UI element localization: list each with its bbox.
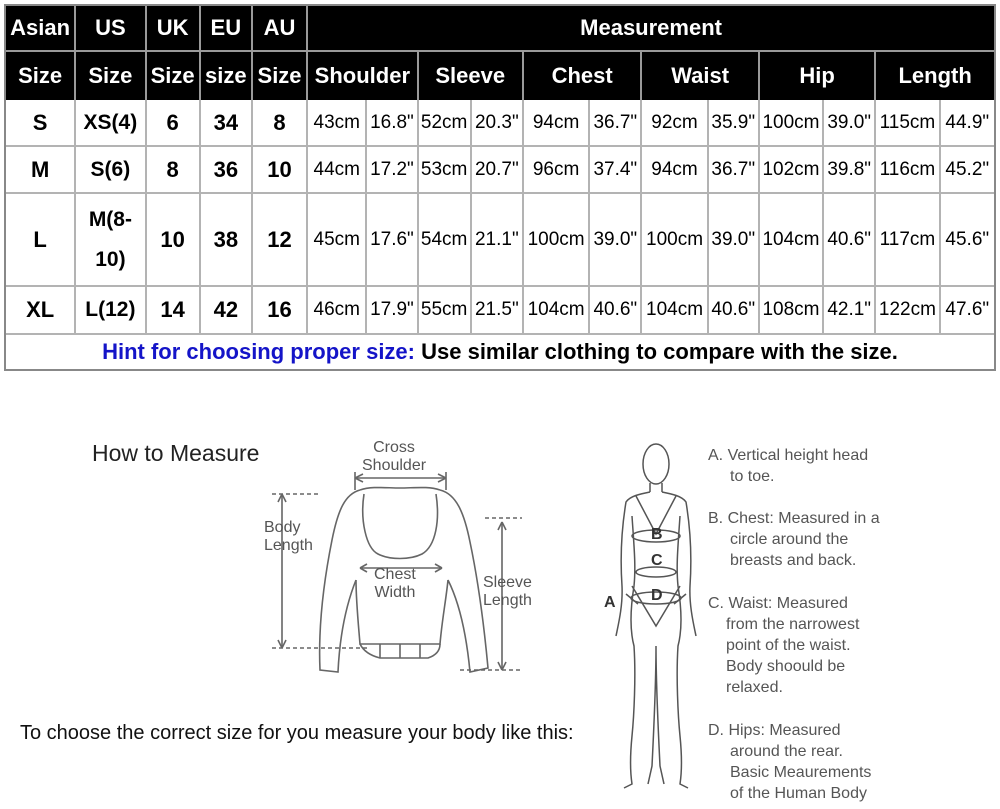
cell-uk-size: 10 (147, 194, 201, 287)
legend-b-line1: B. Chest: Measured in a (708, 510, 880, 527)
size-row (6, 100, 994, 147)
header-eu: EU (201, 6, 253, 52)
body-letter-b: B (651, 526, 663, 543)
cell-us-size: M(8-10) (76, 194, 146, 287)
header-eu-size: size (201, 52, 253, 100)
cell-measurement: 40.6" (824, 194, 876, 287)
body-letter-d: D (651, 587, 663, 604)
cell-measurement: 92cm (642, 100, 708, 147)
cell-measurement: 36.7" (590, 100, 642, 147)
cell-eu-size: 42 (201, 287, 253, 335)
cell-au-size: 10 (253, 147, 308, 194)
hint-row (6, 335, 994, 369)
legend-b-line2: circle around the (730, 531, 849, 548)
cell-measurement: 104cm (524, 287, 590, 335)
cell-measurement: 42.1" (824, 287, 876, 335)
cell-uk-size: 8 (147, 147, 201, 194)
cell-measurement: 122cm (876, 287, 940, 335)
cell-measurement: 116cm (876, 147, 940, 194)
hint-cell (6, 335, 994, 369)
header-length: Length (876, 52, 994, 100)
how-to-measure-title: How to Measure (92, 440, 260, 466)
size-row (6, 287, 994, 335)
cell-measurement: 47.6" (941, 287, 994, 335)
cell-measurement: 100cm (642, 194, 708, 287)
header-us-size: Size (76, 52, 146, 100)
cell-us-size: XS(4) (76, 100, 146, 147)
header-shoulder: Shoulder (308, 52, 418, 100)
size-chart-table (4, 4, 996, 371)
body-label-line1: Body (264, 519, 301, 536)
cell-measurement: 45cm (308, 194, 367, 287)
cell-measurement: 52cm (419, 100, 472, 147)
header-row-2 (6, 52, 994, 100)
sleeve-length-label (483, 574, 532, 610)
legend-c-line3: point of the waist. (726, 637, 851, 654)
length-label-line2: Length (264, 537, 313, 554)
cell-au-size: 8 (253, 100, 308, 147)
hint-text: Use similar clothing to compare with the size. (415, 339, 898, 364)
legend-c-line1: C. Waist: Measured (708, 595, 848, 612)
header-uk-size: Size (147, 52, 201, 100)
cell-measurement: 100cm (524, 194, 590, 287)
sleeve-label-line1: Sleeve (483, 574, 532, 591)
sleeve-length-label-line2: Length (483, 592, 532, 609)
cell-eu-size: 34 (201, 100, 253, 147)
cell-us-size: S(6) (76, 147, 146, 194)
legend-d-line4: of the Human Body (730, 785, 867, 802)
cell-measurement: 16.8" (367, 100, 418, 147)
cell-measurement: 94cm (642, 147, 708, 194)
cell-measurement: 39.8" (824, 147, 876, 194)
cell-asian-size: M (6, 147, 76, 194)
width-label-line2: Width (374, 584, 416, 601)
header-chest: Chest (524, 52, 642, 100)
cell-measurement: 54cm (419, 194, 472, 287)
cell-measurement: 115cm (876, 100, 940, 147)
size-row (6, 147, 994, 194)
legend-d-line1: D. Hips: Measured (708, 722, 841, 739)
cell-measurement: 37.4" (590, 147, 642, 194)
cell-measurement: 21.5" (472, 287, 524, 335)
human-body-diagram (600, 436, 710, 796)
hint-label: Hint for choosing proper size: (102, 339, 415, 364)
cell-asian-size: S (6, 100, 76, 147)
legend-d-line2: around the rear. (730, 743, 843, 760)
legend-c-line5: relaxed. (726, 679, 783, 696)
header-sleeve: Sleeve (419, 52, 524, 100)
header-asian: Asian (6, 6, 76, 52)
header-uk: UK (147, 6, 201, 52)
legend-b-line3: breasts and back. (730, 552, 857, 569)
cell-measurement: 17.2" (367, 147, 418, 194)
cross-shoulder-label (362, 439, 426, 475)
cell-us-size: L(12) (76, 287, 146, 335)
cell-measurement: 45.2" (941, 147, 994, 194)
cell-measurement: 94cm (524, 100, 590, 147)
legend-b (708, 508, 880, 571)
cell-measurement: 35.9" (709, 100, 760, 147)
cell-measurement: 104cm (760, 194, 824, 287)
header-measurement: Measurement (308, 6, 994, 52)
cell-measurement: 40.6" (590, 287, 642, 335)
chest-width-label (374, 566, 416, 602)
cell-measurement: 39.0" (824, 100, 876, 147)
cell-measurement: 39.0" (709, 194, 760, 287)
header-us: US (76, 6, 146, 52)
cell-measurement: 102cm (760, 147, 824, 194)
header-au: AU (253, 6, 308, 52)
size-row (6, 194, 994, 287)
body-length-label (264, 519, 313, 555)
left-sleeve-outline (320, 490, 360, 672)
cell-measurement: 55cm (419, 287, 472, 335)
cell-asian-size: L (6, 194, 76, 287)
cell-au-size: 12 (253, 194, 308, 287)
cross-label-line1: Cross (373, 439, 415, 456)
cell-au-size: 16 (253, 287, 308, 335)
legend-d (708, 720, 871, 804)
cell-measurement: 53cm (419, 147, 472, 194)
cell-measurement: 20.7" (472, 147, 524, 194)
cell-asian-size: XL (6, 287, 76, 335)
cell-measurement: 45.6" (941, 194, 994, 287)
choose-size-instruction: To choose the correct size for you measure your body like this: (20, 722, 574, 744)
header-hip: Hip (760, 52, 876, 100)
legend-c-line4: Body shoould be (726, 658, 846, 675)
cell-measurement: 43cm (308, 100, 367, 147)
header-asian-size: Size (6, 52, 76, 100)
legend-c-line2: from the narrowest (726, 616, 860, 633)
chest-label-line1: Chest (374, 566, 416, 583)
cell-measurement: 96cm (524, 147, 590, 194)
cell-eu-size: 36 (201, 147, 253, 194)
shoulder-label-line2: Shoulder (362, 457, 427, 474)
cell-measurement: 44.9" (941, 100, 994, 147)
cell-measurement: 104cm (642, 287, 708, 335)
cell-measurement: 17.6" (367, 194, 418, 287)
header-au-size: Size (253, 52, 308, 100)
legend-c (708, 593, 859, 698)
cell-measurement: 100cm (760, 100, 824, 147)
cell-measurement: 17.9" (367, 287, 418, 335)
cell-eu-size: 38 (201, 194, 253, 287)
header-waist: Waist (642, 52, 759, 100)
cell-measurement: 46cm (308, 287, 367, 335)
cell-uk-size: 14 (147, 287, 201, 335)
legend-d-line3: Basic Meaurements (730, 764, 872, 781)
body-letter-c: C (651, 552, 663, 569)
head-shape (643, 444, 669, 484)
cell-measurement: 39.0" (590, 194, 642, 287)
legend-a-line1: A. Vertical height head (708, 447, 869, 464)
cell-measurement: 20.3" (472, 100, 524, 147)
header-row-1 (6, 6, 994, 52)
legend-a (708, 445, 868, 487)
cell-measurement: 21.1" (472, 194, 524, 287)
cell-measurement: 40.6" (709, 287, 760, 335)
cell-measurement: 117cm (876, 194, 940, 287)
collar-outline (363, 494, 438, 559)
legend-a-line2: to toe. (730, 468, 775, 485)
cell-uk-size: 6 (147, 100, 201, 147)
cell-measurement: 36.7" (709, 147, 760, 194)
body-letter-a: A (604, 594, 616, 611)
cell-measurement: 44cm (308, 147, 367, 194)
cell-measurement: 108cm (760, 287, 824, 335)
